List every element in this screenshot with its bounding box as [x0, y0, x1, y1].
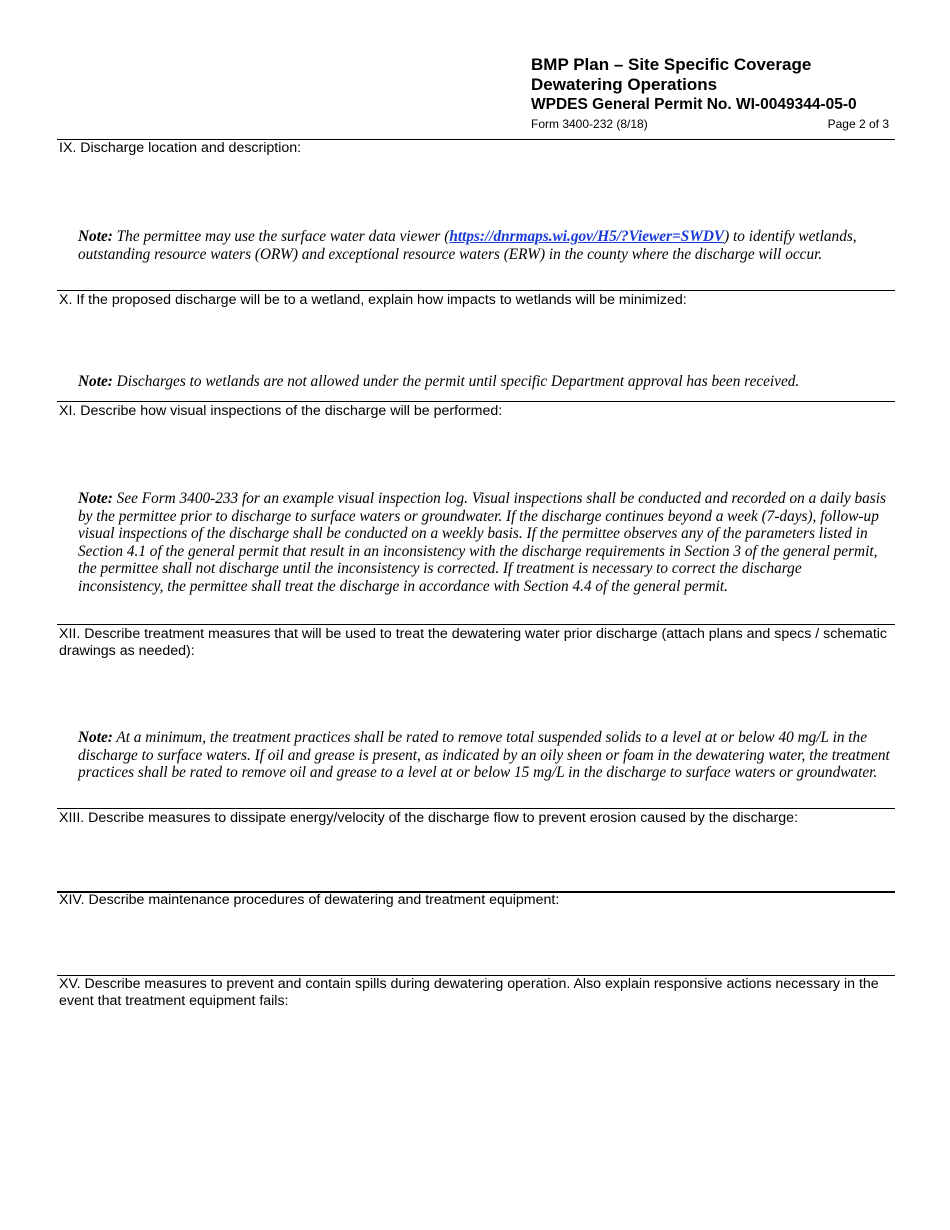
section-divider: [57, 624, 895, 625]
form-title-line2: Dewatering Operations: [531, 75, 718, 94]
note-text: Discharges to wetlands are not allowed under the permit until specific Department approval has been received.: [112, 373, 800, 390]
note-label: Note:: [78, 490, 113, 507]
section-x-note: [78, 373, 890, 391]
section-xii-label: XII. Describe treatment measures that will be used to treat the dewatering water prior discharge (attach plans and specs / schematic drawings as needed):: [59, 626, 888, 659]
section-xi-label: XI. Describe how visual inspections of the discharge will be performed:: [59, 403, 503, 419]
form-number: Form 3400-232 (8/18): [531, 117, 648, 131]
note-text: At a minimum, the treatment practices shall be rated to remove total suspended solids to a level at or below 40 mg/L in the discharge to surface waters. If oil and grease is present, as indicated by an oily sheen or foam in the dewatering water, the treatment practices shall be rated to remove oil and grease to a level at or below 15 mg/L in the discharge to surface waters or groundwater.: [78, 729, 890, 781]
section-ix-note: [78, 228, 890, 263]
section-x-label: X. If the proposed discharge will be to a wetland, explain how impacts to wetlands will be minimized:: [59, 292, 687, 308]
form-meta-row: [531, 116, 889, 132]
note-label: Note:: [78, 373, 113, 390]
permit-number: WPDES General Permit No. WI-0049344-05-0: [531, 96, 857, 113]
note-label: Note:: [78, 729, 113, 746]
section-xiv-label: XIV. Describe maintenance procedures of dewatering and treatment equipment:: [59, 892, 560, 908]
section-divider: [57, 808, 895, 809]
section-xiii-label: XIII. Describe measures to dissipate energy/velocity of the discharge flow to prevent erosion caused by the discharge:: [59, 810, 798, 826]
section-ix-label: IX. Discharge location and description:: [59, 140, 302, 156]
surface-water-viewer-link[interactable]: https://dnrmaps.wi.gov/H5/?Viewer=SWDV: [449, 228, 725, 245]
section-xii-note: [78, 729, 890, 782]
form-header: [531, 55, 889, 132]
section-xi-note: [78, 490, 890, 595]
note-text: The permittee may use the surface water data viewer (: [112, 228, 450, 245]
form-title-line1: BMP Plan – Site Specific Coverage: [531, 55, 812, 74]
section-divider: [57, 401, 895, 402]
note-label: Note:: [78, 228, 113, 245]
section-xv-label: XV. Describe measures to prevent and contain spills during dewatering operation. Also explain responsive actions necessary in the event that treatment equipment fails:: [59, 976, 879, 1009]
section-divider: [57, 290, 895, 291]
page-indicator: Page 2 of 3: [827, 117, 889, 131]
note-text: See Form 3400-233 for an example visual inspection log. Visual inspections shall be conducted and recorded on a daily basis by the permittee prior to discharge to surface waters or groundwater. If the discharge continues beyond a week (7-days), follow-up visual inspections of the discharge shall be conducted on a weekly basis. If the permittee observes any of the parameters listed in Section 4.1 of the general permit that result in an inconsistency with the discharge requirements in Section 3 of the general permit, the permittee shall not discharge until the inconsistency is corrected. If treatment is necessary to correct the discharge inconsistency, the permittee shall treat the discharge in accordance with Section 4.4 of the general permit.: [78, 490, 886, 595]
note-text: ) to identify wetlands, outstanding resource waters (ORW) and exceptional resource waters (ERW) in the county where the discharge will occur.: [78, 228, 857, 263]
